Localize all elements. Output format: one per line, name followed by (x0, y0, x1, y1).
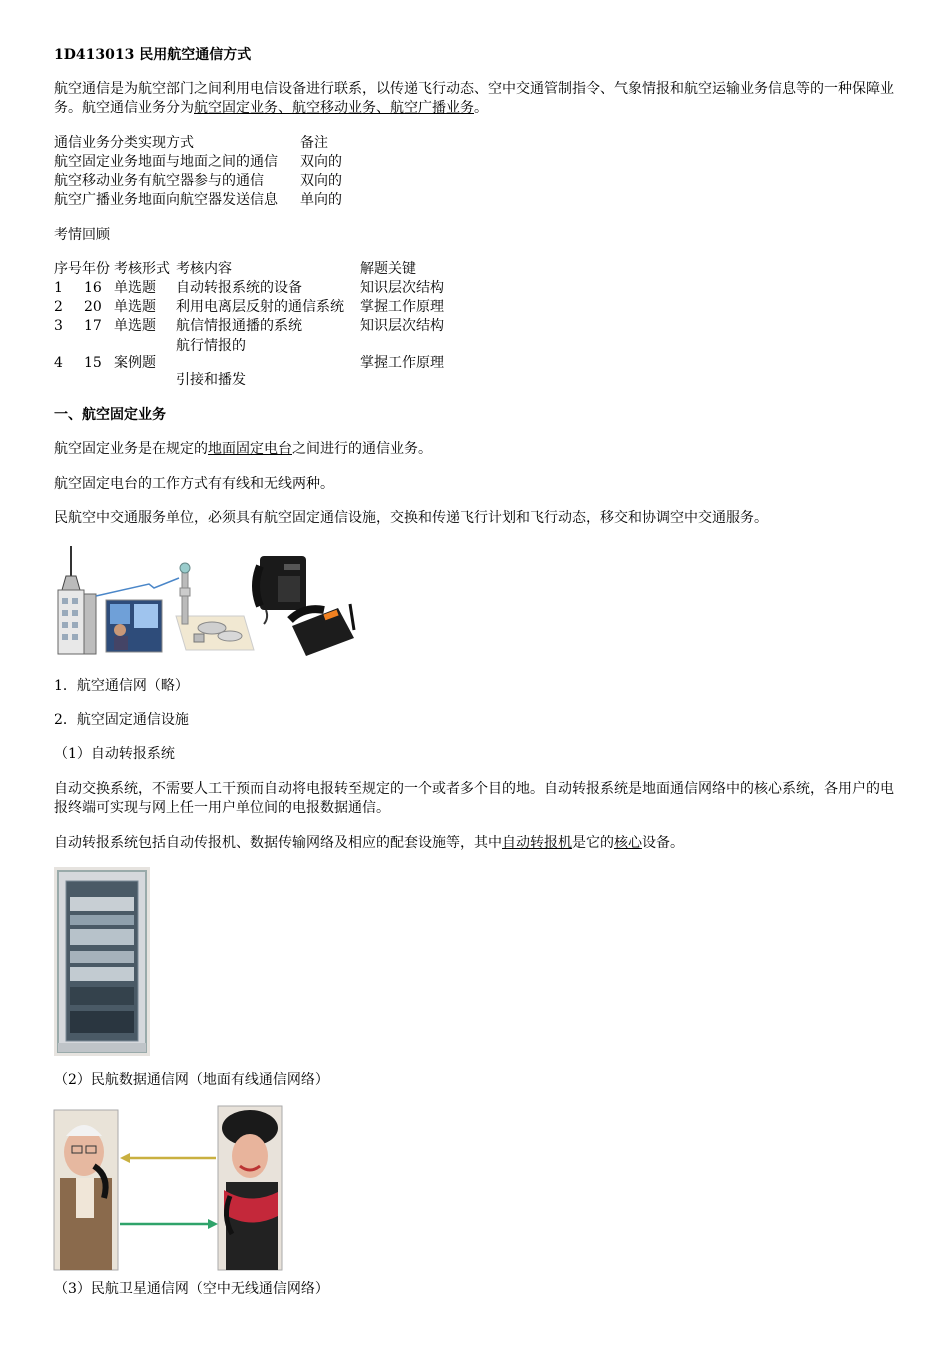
exam-cell: 17 (84, 318, 102, 334)
underlined-term: 自动转报机 (502, 835, 572, 851)
exam-cell: 单选题 (114, 280, 156, 296)
paragraph-atc-units: 民航空中交通服务单位，必须具有航空固定通信设施，交换和传递飞行计划和飞行动态，移交和协调空中交通服务。 (54, 510, 768, 526)
exam-cell: 2 (54, 299, 63, 315)
exam-cell: 自动转报系统的设备 (176, 280, 302, 296)
service-cell: 双向的 (300, 173, 342, 189)
exam-cell: 知识层次结构 (360, 280, 444, 296)
section-heading: 一、航空固定业务 (54, 407, 166, 423)
item-network: 1．航空通信网（略） (54, 678, 189, 694)
underlined-term: 地面固定电台 (208, 441, 292, 457)
exam-header: 年份 (82, 261, 110, 277)
text-span: 之间进行的通信业务。 (292, 441, 432, 457)
underlined-term: 核心 (614, 835, 642, 851)
fixed-service-svg (54, 546, 364, 658)
exam-header: 考核形式 (114, 261, 170, 277)
cordless-phone-icon (290, 604, 354, 656)
right-arrow-icon (120, 1219, 218, 1229)
man-on-phone-photo (54, 1110, 118, 1270)
exam-cell: 16 (84, 280, 102, 296)
antenna-tower-icon (176, 563, 254, 650)
service-cell: 单向的 (300, 192, 342, 208)
service-cell: 有航空器参与的通信 (138, 173, 264, 189)
service-cell: 地面与地面之间的通信 (138, 154, 278, 170)
exam-cell: 15 (84, 355, 102, 371)
left-arrow-icon (120, 1153, 216, 1163)
exam-cell: 掌握工作原理 (360, 299, 444, 315)
operator-photo (106, 600, 162, 652)
service-header-method: 实现方式 (138, 135, 194, 151)
service-cell: 地面向航空器发送信息 (138, 192, 278, 208)
exam-cell: 单选题 (114, 318, 156, 334)
text-span: 是它的 (572, 835, 614, 851)
exam-cell: 案例题 (114, 355, 156, 371)
radio-link-icon (96, 578, 179, 596)
exam-cell: 知识层次结构 (360, 318, 444, 334)
building-icon (58, 546, 96, 654)
phone-call-svg (54, 1106, 286, 1272)
intro-text: 航空通信是为航空部门之间利用电信设备进行联系，以传递飞行动态、空中交通管制指令、气象情报和航空运输业务信息等的一种保障业务。航空通信业务分为 (54, 81, 894, 116)
exam-cell: 引接和播发 (176, 372, 246, 388)
exam-header: 解题关键 (360, 261, 416, 277)
text-span: 自动转报系统包括自动传报机、数据传输网络及相应的配套设施等，其中 (54, 835, 502, 851)
exam-header: 考核内容 (176, 261, 232, 277)
text-span: 设备。 (642, 835, 684, 851)
service-cell: 航空广播业务 (54, 192, 138, 208)
exam-cell: 利用电离层反射的通信系统 (176, 299, 344, 315)
intro-end: 。 (474, 100, 488, 116)
service-header-note: 备注 (300, 135, 328, 151)
page-title: 1D413013 民用航空通信方式 (54, 47, 252, 63)
service-header-category: 通信业务分类 (54, 135, 138, 151)
fixed-service-illustration (54, 546, 364, 658)
service-cell: 双向的 (300, 154, 342, 170)
subitem-data-network: （2）民航数据通信网（地面有线通信网络） (54, 1072, 329, 1088)
exam-cell: 掌握工作原理 (360, 355, 444, 371)
paragraph-auto-relay-components (54, 834, 684, 852)
cabinet-icon (54, 867, 150, 1056)
relay-cabinet-photo (54, 867, 150, 1056)
intro-paragraph (54, 80, 902, 118)
exam-cell: 航行情报的 (176, 338, 246, 354)
exam-cell: 单选题 (114, 299, 156, 315)
paragraph-auto-switch: 自动交换系统，不需要人工干预而自动将电报转至规定的一个或者多个目的地。自动转报系统是地面通信网络中的核心系统，各用户的电报终端可实现与网上任一用户单位间的电报数据通信。 (54, 781, 894, 816)
intro-underlined: 航空固定业务、航空移动业务、航空广播业务 (194, 100, 474, 116)
subitem-satellite-network-clipped (54, 1281, 329, 1298)
woman-on-phone-photo (218, 1106, 282, 1270)
item-facilities: 2．航空固定通信设施 (54, 712, 189, 728)
exam-cell: 1 (54, 280, 63, 296)
exam-review-title: 考情回顾 (54, 227, 110, 243)
service-cell: 航空固定业务 (54, 154, 138, 170)
exam-cell: 20 (84, 299, 102, 315)
exam-cell: 航信情报通播的系统 (176, 318, 302, 334)
exam-header: 序号 (54, 261, 82, 277)
text-span: 航空固定业务是在规定的 (54, 441, 208, 457)
exam-cell: 3 (54, 318, 63, 334)
paragraph-fixed-service (54, 440, 432, 458)
paragraph-station-modes: 航空固定电台的工作方式有有线和无线两种。 (54, 476, 334, 492)
data-network-illustration (54, 1106, 286, 1272)
subitem-auto-relay: （1）自动转报系统 (54, 746, 175, 762)
exam-cell: 4 (54, 355, 63, 371)
subitem-satellite-network: （3）民航卫星通信网（空中无线通信网络） (54, 1281, 329, 1297)
service-cell: 航空移动业务 (54, 173, 138, 189)
